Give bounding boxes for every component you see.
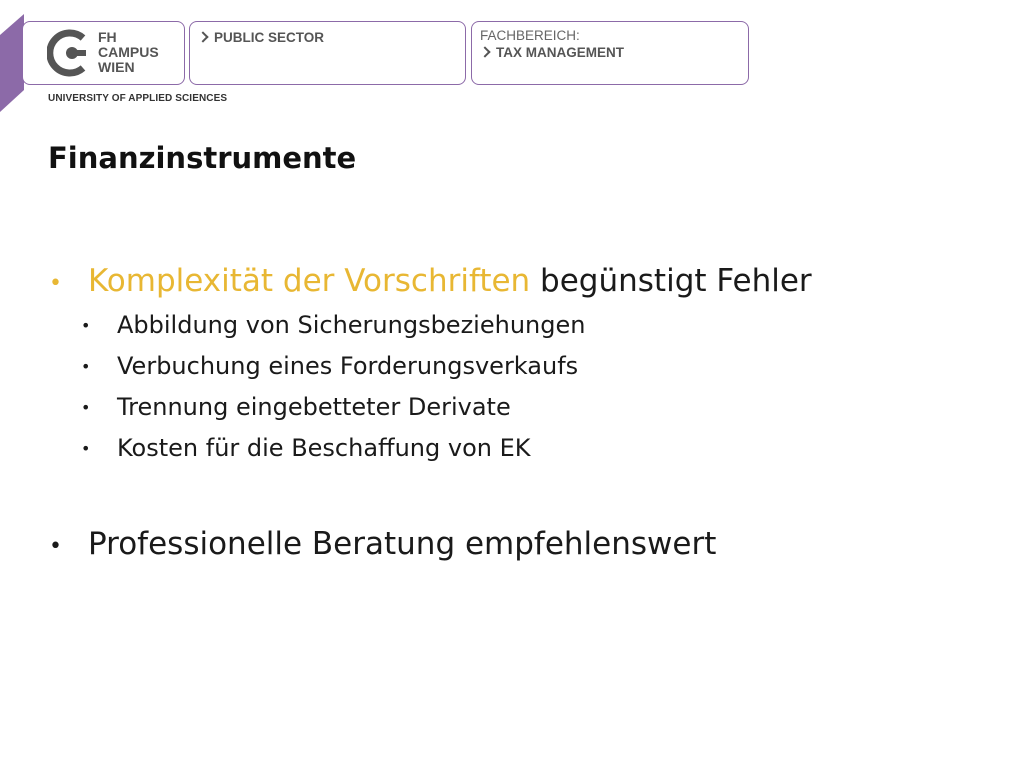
chevron-right-icon [479, 46, 490, 57]
department-heading: FACHBEREICH: [480, 28, 580, 43]
sub-bullet-marker: • [81, 357, 91, 376]
sub-item-2: Verbuchung eines Forderungsverkaufs [117, 352, 579, 380]
sub-bullet-marker: • [81, 398, 91, 417]
department-name [480, 45, 624, 60]
public-sector-text: PUBLIC SECTOR [214, 30, 325, 45]
bullet-2-marker: • [49, 534, 62, 559]
sub-item-4: Kosten für die Beschaffung von EK [117, 434, 531, 462]
bullet-1-rest: begünstigt Fehler [530, 263, 812, 299]
fh-campus-logo-icon [47, 28, 93, 78]
university-subtitle: UNIVERSITY OF APPLIED SCIENCES [48, 93, 228, 104]
logo-line-3: WIEN [98, 59, 135, 75]
logo-line-2: CAMPUS [98, 44, 159, 60]
sub-item-3: Trennung eingebetteter Derivate [117, 393, 511, 421]
sub-bullet-marker: • [81, 439, 91, 458]
bullet-1 [88, 263, 812, 299]
public-sector-tab[interactable] [189, 21, 466, 85]
department-name-text: TAX MANAGEMENT [496, 45, 624, 60]
logo-box[interactable] [22, 21, 185, 85]
sub-item-1: Abbildung von Sicherungsbeziehungen [117, 311, 586, 339]
department-tab[interactable] [471, 21, 749, 85]
bullet-2: Professionelle Beratung empfehlenswert [88, 526, 717, 562]
bullet-1-highlight: Komplexität der Vorschriften [88, 263, 531, 299]
bullet-1-marker: • [49, 271, 62, 296]
chevron-right-icon [197, 31, 208, 42]
sub-bullet-marker: • [81, 316, 91, 335]
public-sector-label [198, 30, 324, 45]
purple-corner-accent [0, 0, 24, 112]
logo-wordmark [98, 30, 159, 75]
slide-title: Finanzinstrumente [48, 141, 357, 175]
logo-line-1: FH [98, 29, 117, 45]
